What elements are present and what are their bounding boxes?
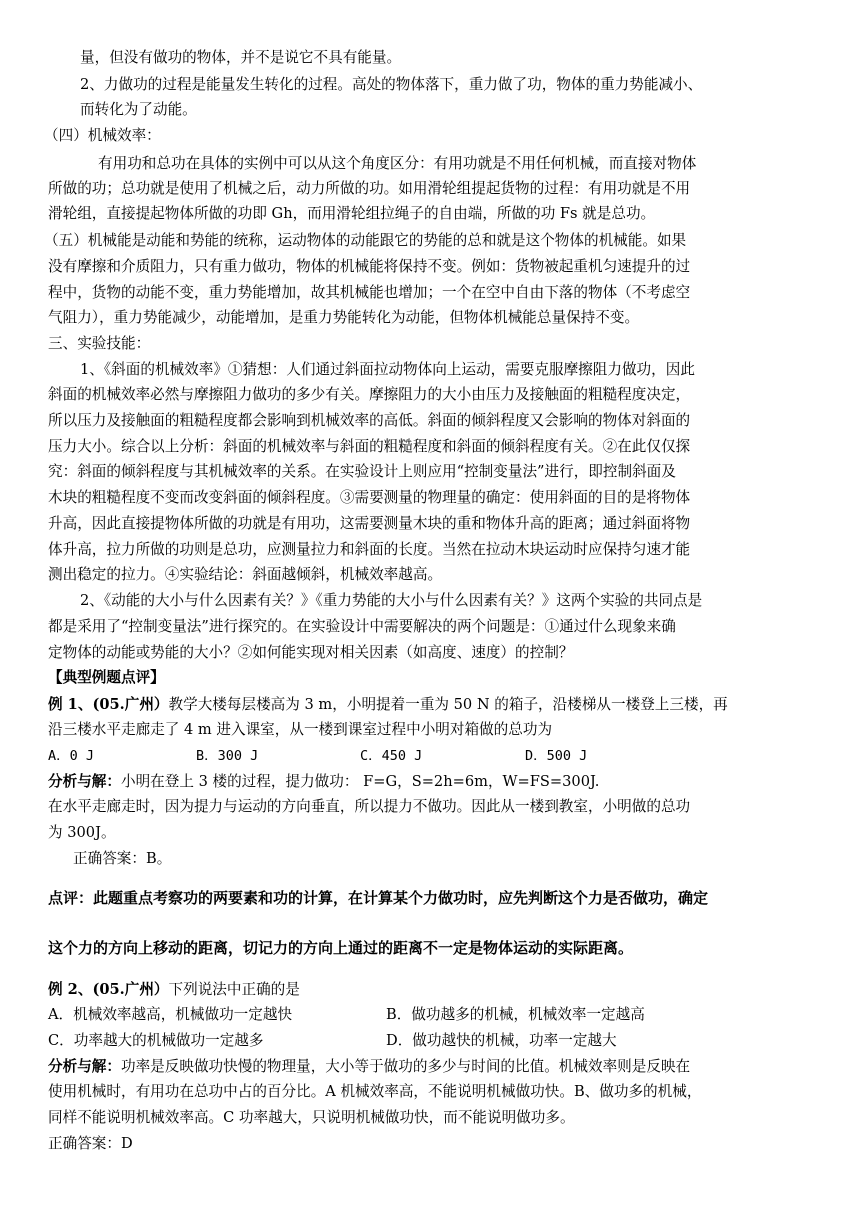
text-line: 木块的粗糙程度不变而改变斜面的倾斜程度。③需要测量的物理量的确定：使用斜面的目的是将物体 xyxy=(48,489,691,506)
option-b: B．300 J xyxy=(196,748,259,764)
analysis xyxy=(48,1056,690,1078)
example-source: (05.广州） xyxy=(92,981,169,998)
text-line: 测出稳定的拉力。④实验结论：斜面越倾斜，机械效率越高。 xyxy=(48,566,443,583)
text-line: 没有摩擦和介质阻力，只有重力做功，物体的机械能将保持不变。例如：货物被起重机匀速提升的过 xyxy=(48,258,691,275)
question-text: 教学大楼每层楼高为 3 m，小明提着一重为 50 N 的箱子，沿楼梯从一楼登上三楼，再 xyxy=(168,696,728,713)
example-1-question xyxy=(48,694,728,716)
text-line: 气阻力），重力势能减少，动能增加，是重力势能转化为动能，但物体机械能总量保持不变。 xyxy=(48,309,640,326)
text-line: 所做的功；总功就是使用了机械之后，动力所做的功。如用滑轮组提起货物的过程：有用功就是不用 xyxy=(48,180,691,197)
analysis-label: 分析与解： xyxy=(48,773,121,790)
question-text: 下列说法中正确的是 xyxy=(168,981,300,998)
text-line: 斜面的机械效率必然与摩擦阻力做功的多少有关。摩擦阻力的大小由压力及接触面的粗糙程度决定， xyxy=(48,386,691,403)
text-line: 滑轮组，直接提起物体所做的功即 Gh，而用滑轮组拉绳子的自由端，所做的功 Fs 就是总功。 xyxy=(48,205,656,222)
text-line: 体升高，拉力所做的功则是总功，应测量拉力和斜面的长度。当然在拉动木块运动时应保持匀速才能 xyxy=(48,541,691,558)
analysis-label: 分析与解： xyxy=(48,1058,121,1075)
example-label: 例 1、 xyxy=(48,696,93,713)
text-line: 究：斜面的倾斜程度与其机械效率的关系。在实验设计上则应用“控制变量法”进行，即控制斜面及 xyxy=(48,463,676,480)
text-line: 定物体的动能或势能的大小？②如何能实现对相关因素（如高度、速度）的控制？ xyxy=(48,644,574,661)
text-line: 2、力做功的过程是能量发生转化的过程。高处的物体落下，重力做了功，物体的重力势能减小、 xyxy=(80,76,703,93)
text-line: 程中，货物的动能不变，重力势能增加，故其机械能也增加；一个在空中自由下落的物体（不考虑空 xyxy=(48,284,691,301)
section-heading: （四）机械效率： xyxy=(44,127,161,144)
question-text: 沿三楼水平走廊走了 4 m 进入课室，从一楼到课室过程中小明对箱做的总功为 xyxy=(48,721,553,738)
section-title: 【典型例题点评】 xyxy=(48,669,165,686)
answer: 正确答案：B。 xyxy=(73,850,172,867)
comment: 点评：此题重点考察功的两要素和功的计算，在计算某个力做功时，应先判断这个力是否做功，确定 xyxy=(48,889,709,907)
text-line: 量，但没有做功的物体，并不是说它不具有能量。 xyxy=(80,49,402,66)
analysis-text: 小明在登上 3 楼的过程，提力做功： F=G，S=2h=6m，W=FS=300J. xyxy=(120,773,600,790)
text-line: 而转化为了动能。 xyxy=(80,101,197,118)
analysis-text: 为 300J。 xyxy=(48,824,116,841)
comment: 这个力的方向上移动的距离，切记力的方向上通过的距离不一定是物体运动的实际距离。 xyxy=(48,939,634,957)
analysis xyxy=(48,771,599,793)
text-line: 所以压力及接触面的粗糙程度都会影响到机械效率的高低。斜面的倾斜程度又会影响的物体对斜面的 xyxy=(48,412,691,429)
option-b: B．做功越多的机械，机械效率一定越高 xyxy=(386,1006,645,1023)
analysis-text: 在水平走廊走时，因为提力与运动的方向垂直，所以提力不做功。因此从一楼到教室，小明做的总功 xyxy=(48,798,691,815)
analysis-text: 同样不能说明机械效率高。C 功率越大，只说明机械做功快，而不能说明做功多。 xyxy=(48,1109,575,1126)
example-2-question xyxy=(48,979,300,1001)
example-source: (05.广州） xyxy=(92,696,169,713)
option-a: A．0 J xyxy=(48,748,95,764)
option-d: D．500 J xyxy=(525,748,588,764)
text-line: 压力大小。综合以上分析：斜面的机械效率与斜面的粗糙程度和斜面的倾斜程度有关。②在此仅仅探 xyxy=(48,438,691,455)
text-line: 有用功和总功在具体的实例中可以从这个角度区分：有用功就是不用任何机械，而直接对物体 xyxy=(98,155,697,172)
text-line: 1、《斜面的机械效率》①猜想：人们通过斜面拉动物体向上运动，需要克服摩擦阻力做功，因此 xyxy=(80,361,695,378)
section-heading: 三、实验技能： xyxy=(48,335,151,352)
text-line: 2、《动能的大小与什么因素有关？》《重力势能的大小与什么因素有关？》这两个实验的共同点是 xyxy=(80,592,703,609)
analysis-text: 功率是反映做功快慢的物理量，大小等于做功的多少与时间的比值。机械效率则是反映在 xyxy=(120,1058,691,1075)
answer: 正确答案：D xyxy=(48,1135,133,1152)
option-a: A．机械效率越高，机械做功一定越快 xyxy=(48,1006,293,1023)
text-line: 都是采用了“控制变量法”进行探究的。在实验设计中需要解决的两个问题是：①通过什么现象来确 xyxy=(48,618,676,635)
text-line: 升高，因此直接提物体所做的功就是有用功，这需要测量木块的重和物体升高的距离；通过斜面将物 xyxy=(48,515,691,532)
option-d: D．做功越快的机械，功率一定越大 xyxy=(386,1032,617,1049)
option-c: C．450 J xyxy=(360,748,423,764)
example-label: 例 2、 xyxy=(48,981,93,998)
section-heading: （五）机械能是动能和势能的统称，运动物体的动能跟它的势能的总和就是这个物体的机械能。如果 xyxy=(44,232,687,249)
option-c: C．功率越大的机械做功一定越多 xyxy=(48,1032,264,1049)
analysis-text: 使用机械时，有用功在总功中占的百分比。A 机械效率高，不能说明机械做功快。B、做功多的机械， xyxy=(48,1083,702,1100)
